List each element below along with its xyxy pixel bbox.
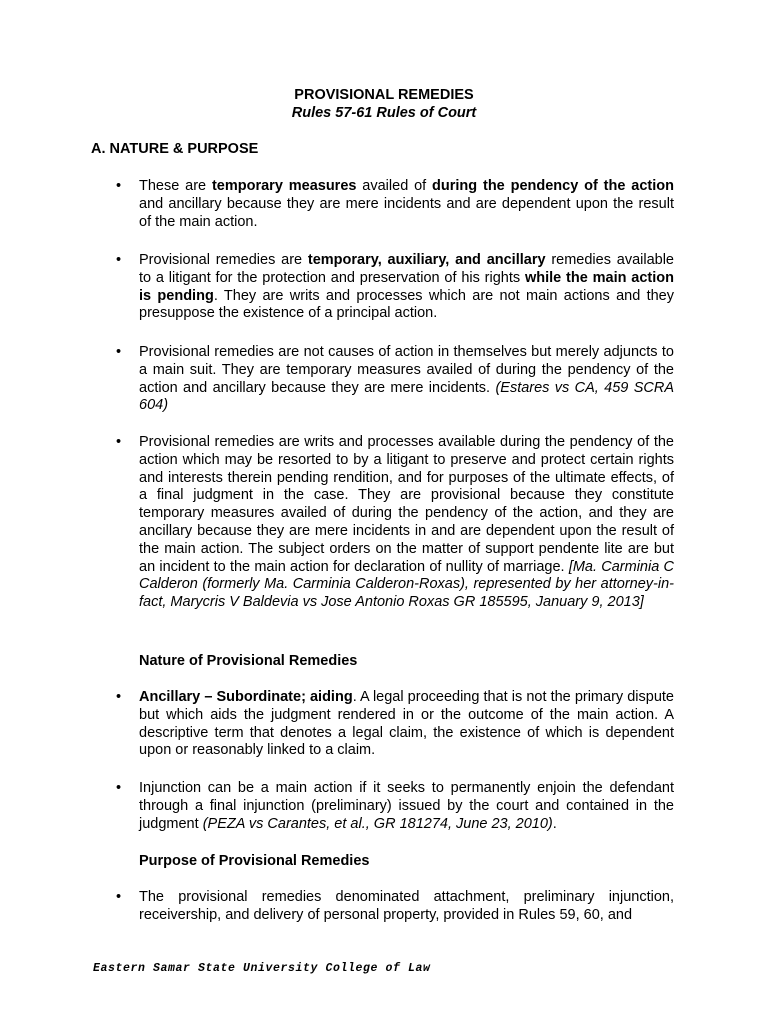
bullet-icon: • xyxy=(116,434,122,450)
list-item: • The provisional remedies denominated attachment, preliminary injunction, receivership, and delivery of personal property, provided in Rules 59, 60, and xyxy=(116,889,674,923)
bullet-icon: • xyxy=(116,252,122,268)
section-heading-nature-purpose: A. NATURE & PURPOSE xyxy=(91,141,259,157)
bullet-icon: • xyxy=(116,344,122,360)
subheading-purpose: Purpose of Provisional Remedies xyxy=(139,853,370,869)
document-title: PROVISIONAL REMEDIES xyxy=(294,87,474,103)
document-subtitle: Rules 57-61 Rules of Court xyxy=(291,105,477,121)
list-item: • These are temporary measures availed of during the pendency of the action and ancillary because they are mere incidents and are dependent upon the result of the main action. xyxy=(116,178,674,230)
list-item: • Provisional remedies are not causes of action in themselves but merely adjuncts to a main suit. They are temporary measures availed of during the pendency of the action and ancillary because they are mere incidents. (Estares vs CA, 459 SCRA 604) xyxy=(116,344,675,414)
list-item: • Provisional remedies are writs and processes available during the pendency of the action which may be resorted to by a litigant to preserve and protect certain rights and interests therein pending rendition, and for purposes of the ultimate effects, of a final judgment in the case. They are provisional because they constitute temporary measures availed of during the pendency of the action, and they are ancillary because they are mere incidents in and are dependent upon the result of the main action. The subject orders on the matter of support pendente lite are but an incident to the main action for declaration of nullity of marriage. [Ma. Carminia C Calderon (formerly Ma. Carminia Calderon-Roxas), represented by her attorney-in-fact, Marycris V Baldevia vs Jose Antonio Roxas GR 185595, January 9, 2013] xyxy=(116,434,674,611)
list-item: • Provisional remedies are temporary, auxiliary, and ancillary remedies available to a litigant for the protection and preservation of his rights while the main action is pending. They are writs and processes which are not main actions and they presuppose the existence of a principal action. xyxy=(116,252,674,322)
bullet-icon: • xyxy=(116,689,122,705)
bullet-icon: • xyxy=(116,178,122,194)
bullet-icon: • xyxy=(116,889,122,905)
list-item: • Injunction can be a main action if it seeks to permanently enjoin the defendant through a final injunction (preliminary) issued by the court and contained in the judgment (PEZA vs Carantes, et al., GR 181274, June 23, 2010). xyxy=(116,780,674,832)
subheading-nature: Nature of Provisional Remedies xyxy=(139,653,358,669)
bullet-icon: • xyxy=(116,780,122,796)
page-footer: Eastern Samar State University College of Law xyxy=(93,962,431,975)
list-item: • Ancillary – Subordinate; aiding. A legal proceeding that is not the primary dispute but which aids the judgment rendered in or the outcome of the main action. A descriptive term that denotes a legal claim, the existence of which is dependent upon or reasonably linked to a claim. xyxy=(116,689,674,759)
